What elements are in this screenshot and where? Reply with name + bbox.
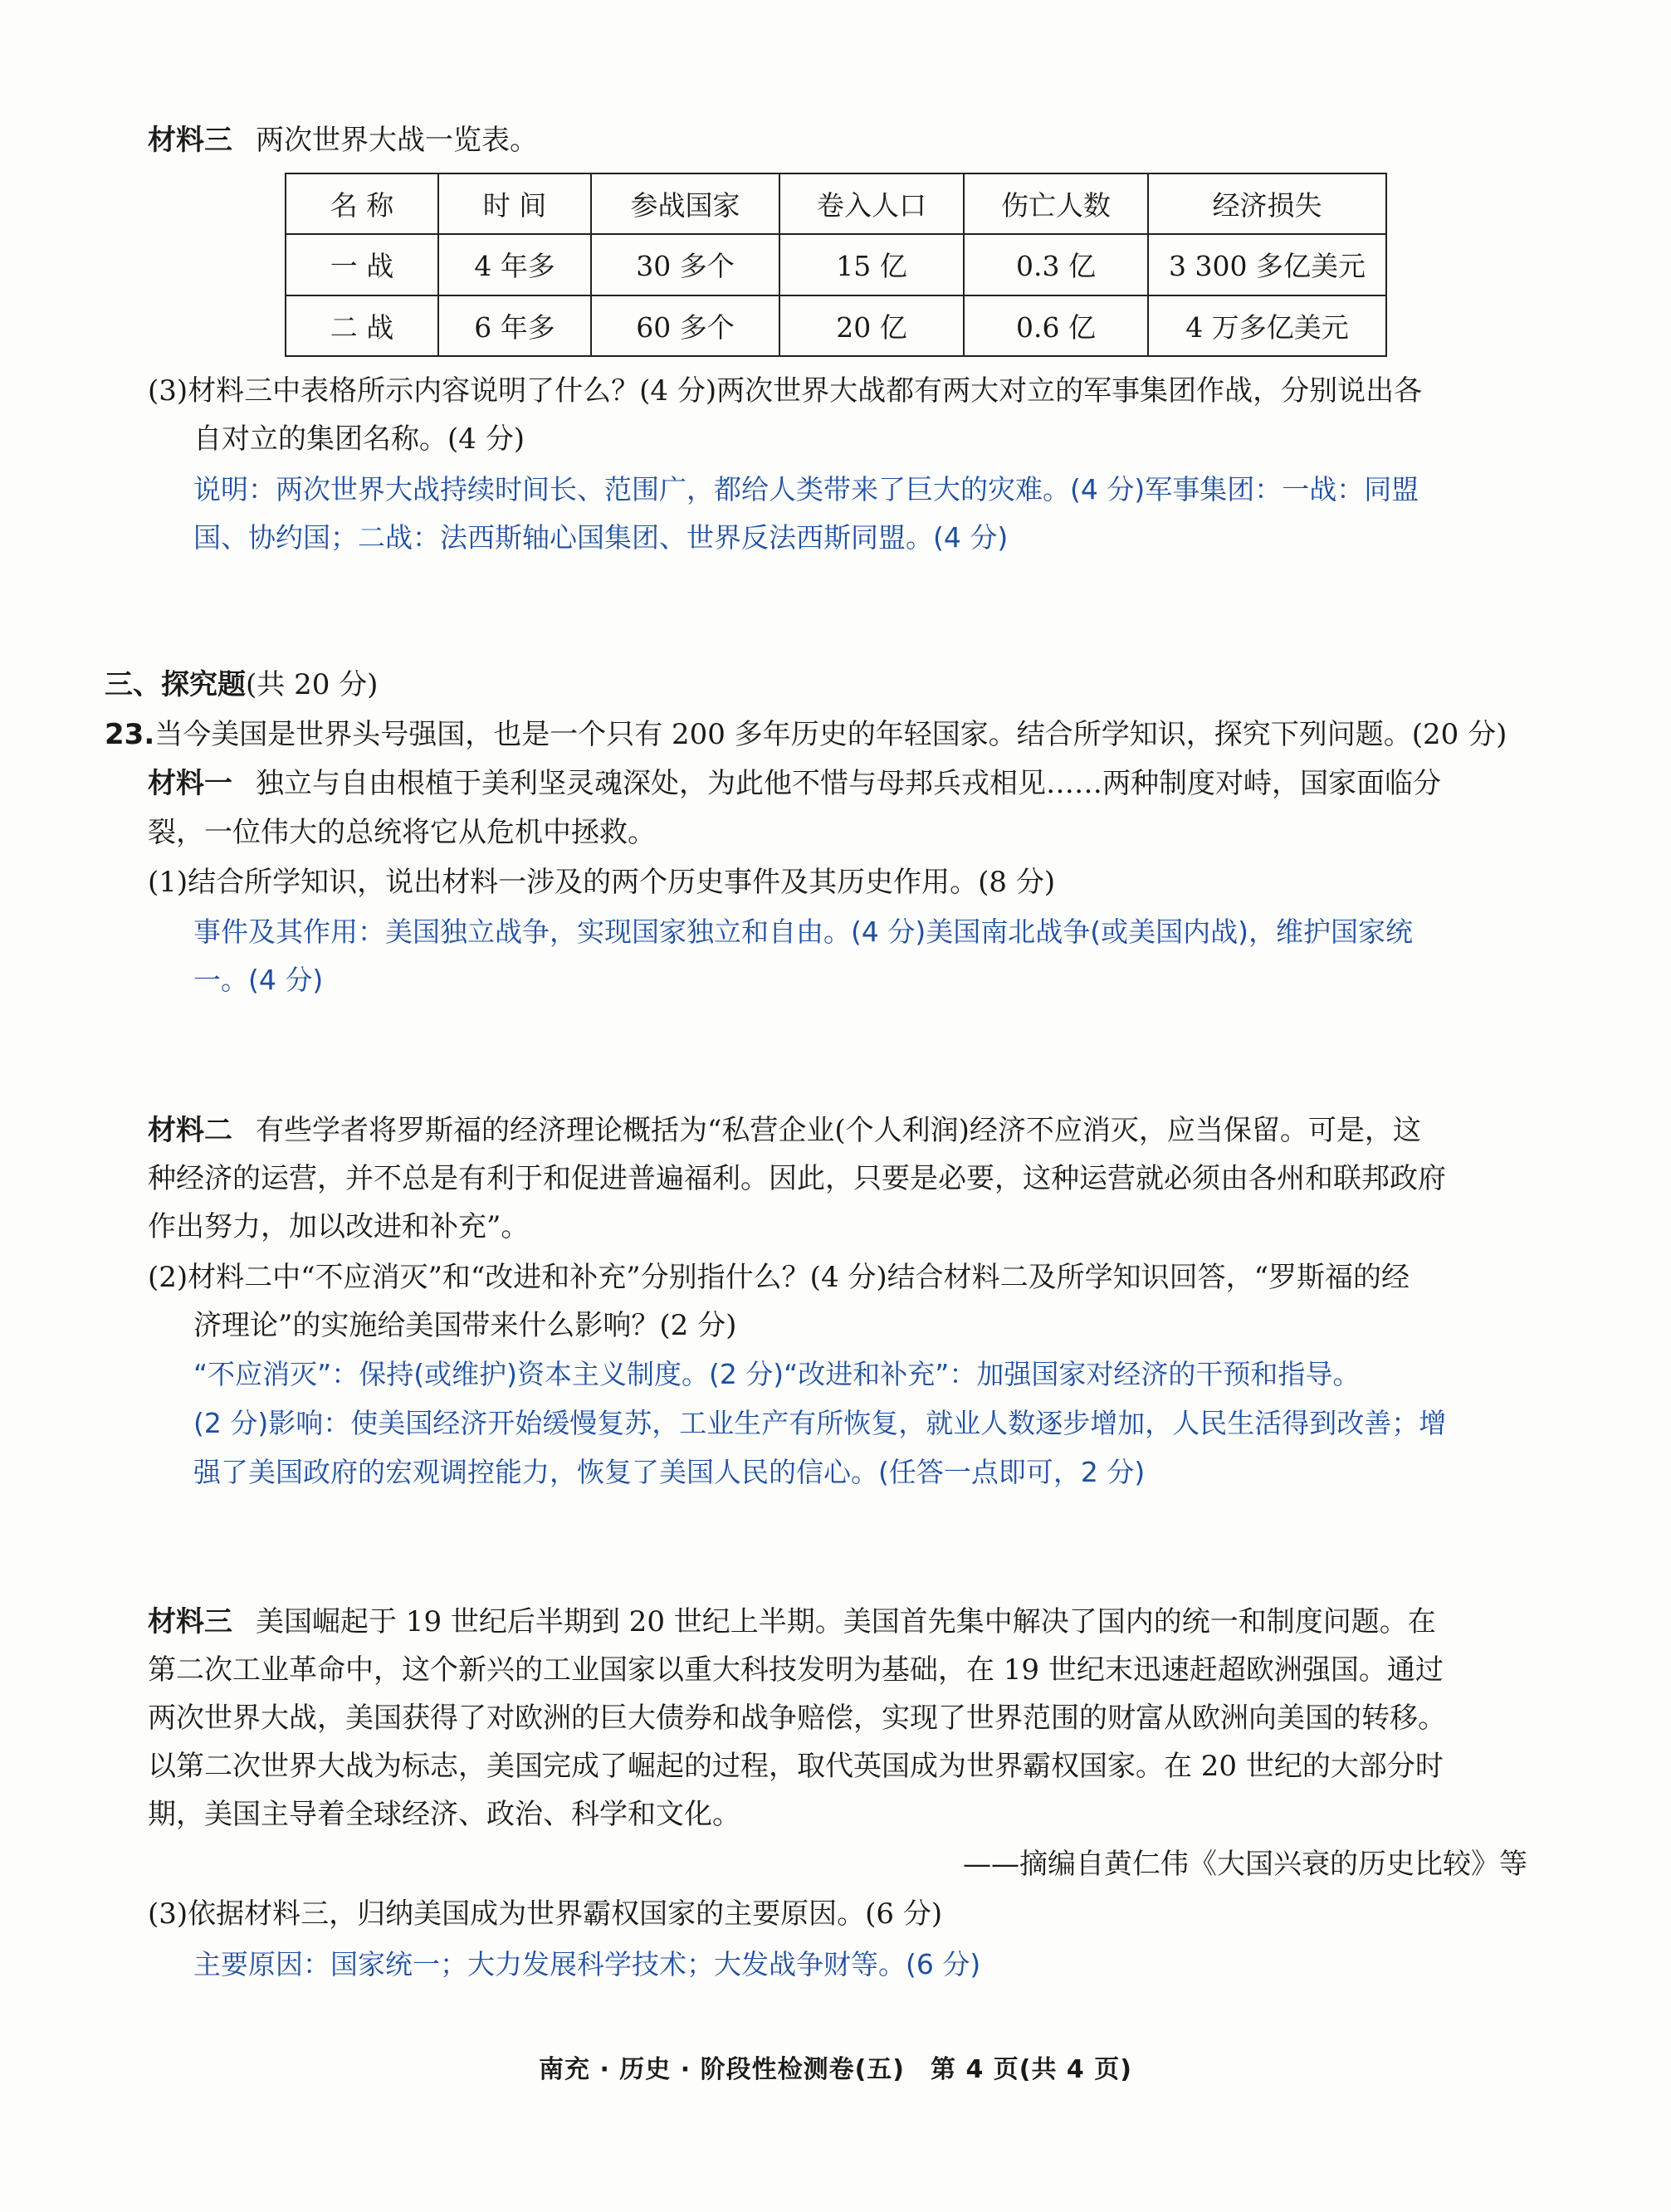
material-text: 美国崛起于 19 世纪后半期到 20 世纪上半期。美国首先集中解决了国内的统一和制度问题。在 [256, 1605, 1436, 1638]
answer-23-2-line2: (2 分)影响：使美国经济开始缓慢复苏，工业生产有所恢复，就业人数逐步增加，人民生活得到改善；增 [193, 1407, 1447, 1439]
table-cell: 6 年多 [438, 295, 591, 356]
question-text: 当今美国是世界头号强国，也是一个只有 200 多年历史的年轻国家。结合所学知识，探究下列问题。(20 分) [154, 718, 1507, 751]
answer-23-1-line1: 事件及其作用：美国独立战争，实现国家独立和自由。(4 分)美国南北战争(或美国内战)，维护国家统 [193, 916, 1413, 948]
section-points: (共 20 分) [246, 668, 379, 701]
page-footer: 南充 · 历史 · 阶段性检测卷(五) 第 4 页(共 4 页) [539, 2055, 1132, 2084]
material-3-title [148, 116, 538, 164]
material-label: 材料二 [148, 1114, 232, 1147]
material-text: 有些学者将罗斯福的经济理论概括为“私营企业(个人利润)经济不应消灭，应当保留。可是，这 [256, 1114, 1421, 1147]
question-23-2-line1: (2)材料二中“不应消灭”和“改进和补充”分别指什么？(4 分)结合材料二及所学知识回答，“罗斯福的经 [148, 1261, 1410, 1294]
material-text: 独立与自由根植于美利坚灵魂深处，为此他不惜与母邦兵戎相见……两种制度对峙，国家面临分 [256, 767, 1441, 800]
table-cell: 20 亿 [779, 295, 964, 356]
answer-23-3: 主要原因：国家统一；大力发展科学技术；大发战争财等。(6 分) [193, 1948, 981, 1980]
material-3-source: ——摘编自黄仁伟《大国兴衰的历史比较》等 [963, 1848, 1527, 1881]
world-wars-table [285, 173, 1387, 357]
table-header: 卷入人口 [779, 173, 964, 234]
question-23-1: (1)结合所学知识，说出材料一涉及的两个历史事件及其历史作用。(8 分) [148, 866, 1056, 899]
material-2-line2: 种经济的运营，并不总是有利于和促进普遍福利。因此，只要是必要，这种运营就必须由各州和联邦政府 [148, 1162, 1446, 1195]
answer-23-1-line2: 一。(4 分) [193, 964, 324, 996]
table-cell: 二 战 [286, 295, 438, 356]
question-23-2-line2: 济理论”的实施给美国带来什么影响？(2 分) [193, 1309, 737, 1342]
table-cell: 30 多个 [591, 234, 779, 295]
section-title: 三、探究题 [105, 668, 246, 701]
table-cell: 15 亿 [779, 234, 964, 295]
table-cell: 0.6 亿 [964, 295, 1148, 356]
question-3-line1: (3)材料三中表格所示内容说明了什么？(4 分)两次世界大战都有两大对立的军事集团作战，分别说出各 [148, 374, 1423, 408]
table-header-row [286, 173, 1386, 234]
table-cell: 一 战 [286, 234, 438, 295]
question-23-3: (3)依据材料三，归纳美国成为世界霸权国家的主要原因。(6 分) [148, 1897, 943, 1931]
section-3-heading [105, 661, 378, 709]
material-3-line1 [148, 1598, 1436, 1646]
material-2-line1 [148, 1106, 1421, 1155]
material-2-line3: 作出努力，加以改进和补充”。 [148, 1210, 530, 1243]
material-label: 材料一 [148, 767, 232, 800]
material-3-line3: 两次世界大战，美国获得了对欧洲的巨大债券和战争赔偿，实现了世界范围的财富从欧洲向美国的转移。 [148, 1702, 1446, 1735]
answer-3-line1: 说明：两次世界大战持续时间长、范围广，都给人类带来了巨大的灾难。(4 分)军事集团：一战：同盟 [193, 473, 1419, 505]
table-header: 名 称 [286, 173, 438, 234]
answer-3-line2: 国、协约国；二战：法西斯轴心国集团、世界反法西斯同盟。(4 分) [193, 521, 1009, 554]
material-1-line2: 裂，一位伟大的总统将它从危机中拯救。 [148, 816, 656, 849]
material-text: 两次世界大战一览表。 [256, 124, 538, 157]
table-cell: 3 300 多亿美元 [1148, 234, 1386, 295]
material-3-line2: 第二次工业革命中，这个新兴的工业国家以重大科技发明为基础，在 19 世纪末迅速赶超欧洲强国。通过 [148, 1653, 1444, 1687]
material-1-line1 [148, 759, 1441, 808]
table-cell: 0.3 亿 [964, 234, 1148, 295]
material-label: 材料三 [148, 124, 232, 157]
question-3-line2: 自对立的集团名称。(4 分) [193, 422, 525, 456]
material-3-line5: 期，美国主导着全球经济、政治、科学和文化。 [148, 1798, 740, 1831]
table-cell: 4 万多亿美元 [1148, 295, 1386, 356]
question-23-stem [105, 710, 1507, 759]
table-row [286, 234, 1386, 295]
table-header: 时 间 [438, 173, 591, 234]
material-3-line4: 以第二次世界大战为标志，美国完成了崛起的过程，取代英国成为世界霸权国家。在 20 世纪的大部分时 [148, 1750, 1444, 1783]
answer-23-2-line1: “不应消灭”：保持(或维护)资本主义制度。(2 分)“改进和补充”：加强国家对经济的干预和指导。 [193, 1358, 1361, 1390]
table-cell: 60 多个 [591, 295, 779, 356]
table-header: 经济损失 [1148, 173, 1386, 234]
table-cell: 4 年多 [438, 234, 591, 295]
material-label: 材料三 [148, 1605, 232, 1638]
question-number: 23. [105, 718, 155, 751]
table-header: 参战国家 [591, 173, 779, 234]
table-row [286, 295, 1386, 356]
answer-23-2-line3: 强了美国政府的宏观调控能力，恢复了美国人民的信心。(任答一点即可，2 分) [193, 1456, 1146, 1488]
table-header: 伤亡人数 [964, 173, 1148, 234]
